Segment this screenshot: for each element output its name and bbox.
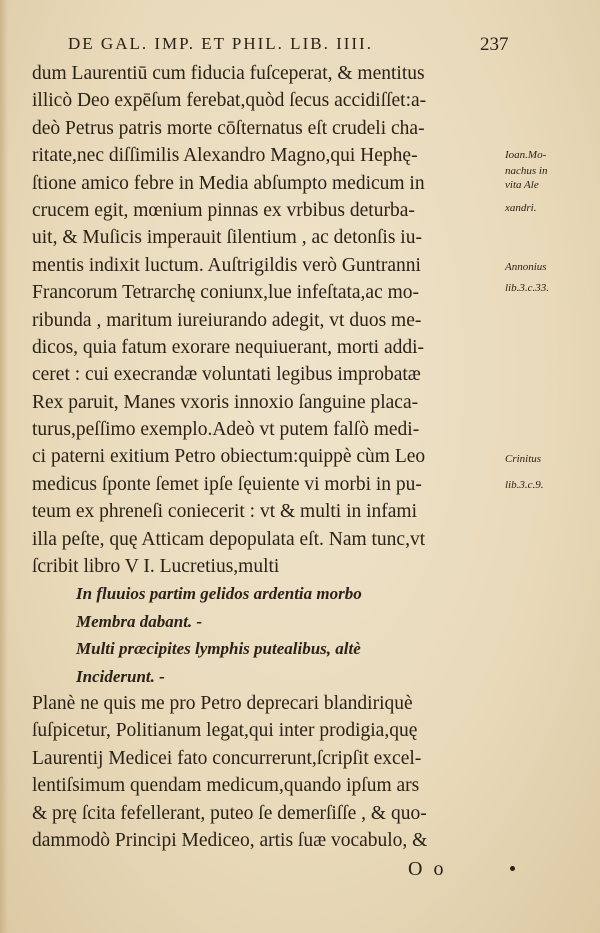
text-line: ſcribit libro V I. Lucretius,multi (32, 556, 280, 578)
verse-line: Multi præcipites lymphis putealibus, altè (76, 639, 361, 659)
text-line: turus,peſſimo exemplo.Adeò vt putem falſò medi- (32, 419, 420, 441)
text-line: medicus ſponte ſemet ipſe ſęuiente vi morbi in pu- (32, 473, 422, 495)
margin-note: Crinitus (505, 453, 542, 465)
text-line: deò Petrus patris morte cōſternatus eſt crudeli cha- (32, 117, 425, 139)
margin-note: xandri. (505, 202, 537, 214)
text-line: Laurentij Medicei fato concurrerunt,ſcripſit excel- (32, 747, 422, 769)
catchword: O o (408, 858, 447, 880)
verse-line: Membra dabant. - (76, 611, 203, 631)
margin-note: nachus in (505, 165, 548, 177)
ink-mark (510, 866, 515, 871)
text-line: Rex paruit, Manes vxoris innoxio ſanguine placa- (32, 391, 419, 413)
text-line: uit, & Muſicis imperauit ſilentium , ac detonſis iu- (32, 227, 422, 249)
text-line: dicos, quia fatum exorare nequiuerant, morti addi- (32, 336, 425, 358)
text-line: ribunda , maritum iureiurando adegit, vt duos me- (32, 309, 422, 331)
verse-line: Inciderunt. - (76, 666, 165, 686)
page-number: 237 (480, 34, 509, 55)
text-line: ceret : cui execrandæ voluntati legibus improbatæ (32, 364, 421, 386)
text-line: Francorum Tetrarchę coniunx,lue infeſtata,ac mo- (32, 282, 420, 304)
text-line: illa peſte, quę Atticam depopulata eſt. Nam tunc,vt (32, 528, 426, 550)
text-line: Planè ne quis me pro Petro deprecari blandiriquè (32, 692, 413, 714)
text-block (32, 60, 502, 854)
text-line: & prę ſcita fefellerant, puteo ſe demerſiſſe , & quo- (32, 802, 427, 824)
text-line: dammodò Principi Mediceo, artis ſuæ vocabulo, & (32, 829, 428, 851)
margin-note: lib.3.c.33. (505, 282, 549, 294)
text-line: ſuſpicetur, Politianum legat,qui inter prodigia,quę (32, 720, 418, 742)
text-line: mentis indixit luctum. Auſtrigildis verò Guntranni (32, 254, 421, 276)
text-line: dum Laurentiū cum fiducia fuſceperat, & mentitus (32, 63, 425, 84)
page-gutter-shadow (0, 0, 8, 933)
running-title: DE GAL. IMP. ET PHIL. LIB. IIII. (68, 34, 373, 53)
margin-note: vita Ale (505, 179, 539, 191)
running-header (68, 34, 518, 54)
text-line: ſtione amico febre in Media abſumpto medicum in (32, 172, 425, 194)
margin-note: Ioan.Mo- (505, 149, 547, 161)
margin-note: Annonius (505, 261, 547, 273)
text-line: ci paterni exitium Petro obiectum:quippè cùm Leo (32, 446, 426, 468)
text-line: teum ex phreneſi coniecerit : vt & multi in infami (32, 501, 418, 523)
text-line: illicò Deo expēſum ferebat,quòd ſecus accidiſſet:a- (32, 90, 427, 112)
text-line: lentiſsimum quendam medicum,quando ipſum ars (32, 775, 420, 797)
verse-line: In fluuios partim gelidos ardentia morbo (76, 584, 362, 604)
text-line: crucem egit, mœnium pinnas ex vrbibus deturba- (32, 199, 415, 221)
text-line: ritate,nec diſſimilis Alexandro Magno,qui Hephę- (32, 145, 418, 167)
margin-note: lib.3.c.9. (505, 479, 544, 491)
